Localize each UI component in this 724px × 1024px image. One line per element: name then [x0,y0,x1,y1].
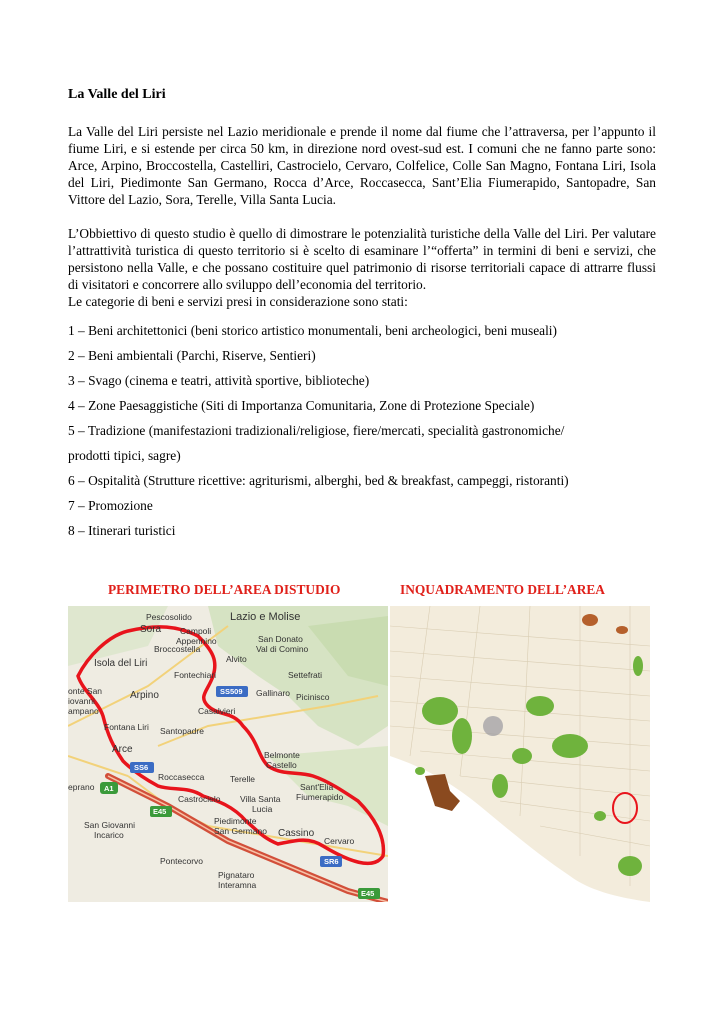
map-label: Lazio e Molise [230,611,301,623]
map-label: ampano [68,706,99,716]
map-label: Gallinaro [256,688,291,698]
list-item: 8 – Itinerari turistici [68,523,176,538]
protected-area [526,696,554,716]
map-label: Alvito [226,654,247,664]
map-label: eprano [68,782,95,792]
document-body [68,86,656,543]
map-label: Roccasecca [158,772,205,782]
study-area-map [68,606,388,902]
road-badge-label: A1 [104,784,114,793]
map-label: Fontechiari [174,670,217,680]
map-label: Terelle [230,774,256,784]
map-label: Isola del Liri [94,658,148,669]
map-label: Fiumerapido [296,792,344,802]
list-item: 3 – Svago (cinema e teatri, attività sportive, biblioteche) [68,373,370,388]
map-label: Settefrati [288,670,323,680]
list-item: 4 – Zone Paesaggistiche (Siti di Importanza Comunitaria, Zone di Protezione Speciale) [68,398,535,413]
map-label: Pescosolido [146,612,192,622]
objective-paragraph: L’Obbiettivo di questo studio è quello di dimostrare le potenzialità turistiche della Valle del Liri. Per valutare l’attrattività turistica di questo territorio si è scelto di esaminare l’“offerta” in termini di beni e servizi, che persistono nella Valle, e che possano costituire quel patrimonio di risorse territoriali capace di attrarre flussi di visitatori e concorrere allo sviluppo dell’economia del territorio. [68,226,656,292]
list-item: 7 – Promozione [68,498,153,513]
map-label: Arce [112,744,133,755]
document-title: La Valle del Liri [68,87,166,102]
map-label: Cassino [278,828,315,839]
road-badge-label: E45 [153,807,167,816]
list-item: prodotti tipici, sagre) [68,448,181,463]
map-label: Castrocielo [178,794,221,804]
map-label: Pignataro [218,870,255,880]
special-area [616,626,628,634]
road-badge-label: SR6 [324,857,339,866]
left-figure-caption: PERIMETRO DELL’AREA DISTUDIO [108,582,341,597]
study-area-map-svg [68,606,388,902]
map-label: Campoli [180,626,212,636]
map-label: iovanni [68,696,95,706]
special-area [582,614,598,626]
list-item: 2 – Beni ambientali (Parchi, Riserve, Sentieri) [68,348,316,363]
protected-area [452,718,472,754]
map-label: Sant'Elia [300,782,334,792]
protected-area [618,856,642,876]
map-label: Appennino [176,636,217,646]
road-badge-label: E45 [361,889,375,898]
protected-area [552,734,588,758]
map-label: Fontana Liri [104,722,149,732]
right-figure-caption: INQUADRAMENTO DELL’AREA [400,582,605,597]
map-label: Val di Comino [256,644,309,654]
urban-area [483,716,503,736]
map-label: Incarico [94,830,124,840]
map-label: San Giovanni [84,820,136,830]
map-label: Cervaro [324,836,355,846]
protected-area [422,697,458,725]
map-label: onte San [68,686,103,696]
categories-intro: Le categorie di beni e servizi presi in considerazione sono stati: [68,294,408,309]
map-label: Picinisco [296,692,330,702]
map-label: Interamna [218,880,257,890]
map-label: Piedimonte [214,816,257,826]
intro-paragraph: La Valle del Liri persiste nel Lazio meridionale e prende il nome dal fiume che l’attraversa, per l’appunto il fiume Liri, e si estende per circa 50 km, in direzione nord ovest-sud est. I comuni che ne fanno parte sono: Arce, Arpino, Broccostella, Castelliri, Castrocielo, Cervaro, Colfelice, Colle San Magno, Fontana Liri, Isola del Liri, Piedimonte San Germano, Rocca d’Arce, Roccasecca, Sant’Elia Fiumerapido, Santopadre, San Vittore del Lazio, Sora, Terelle, Villa Santa Lucia. [68,124,656,207]
map-label: San Germano [214,826,267,836]
list-item: 1 – Beni architettonici (beni storico artistico monumentali, beni archeologici, beni museali) [68,323,557,338]
map-label: Belmonte [264,750,300,760]
map-label: Santopadre [160,726,204,736]
regional-framing-map [390,606,650,902]
list-item: 5 – Tradizione (manifestazioni tradizionali/religiose, fiere/mercati, specialità gastronomiche/ [68,423,565,438]
map-label: Castello [266,760,297,770]
map-label: San Donato [258,634,303,644]
road-badge-label: SS509 [220,687,243,696]
protected-area [492,774,508,798]
protected-area [512,748,532,764]
protected-area [633,656,643,676]
categories-list [68,318,656,543]
map-label: Broccostella [154,644,201,654]
map-label: Arpino [130,690,159,701]
map-label: Pontecorvo [160,856,203,866]
protected-area [594,811,606,821]
map-label: Villa Santa [240,794,281,804]
regional-framing-map-svg [390,606,650,902]
figure-captions [68,582,656,600]
protected-area [415,767,425,775]
road-badge-label: SS6 [134,763,149,772]
map-label: Casalvieri [198,706,236,716]
map-label: Sora [140,624,162,635]
map-label: Lucia [252,804,273,814]
list-item: 6 – Ospitalità (Strutture ricettive: agriturismi, alberghi, bed & breakfast, campeggi, ristoranti) [68,473,569,488]
